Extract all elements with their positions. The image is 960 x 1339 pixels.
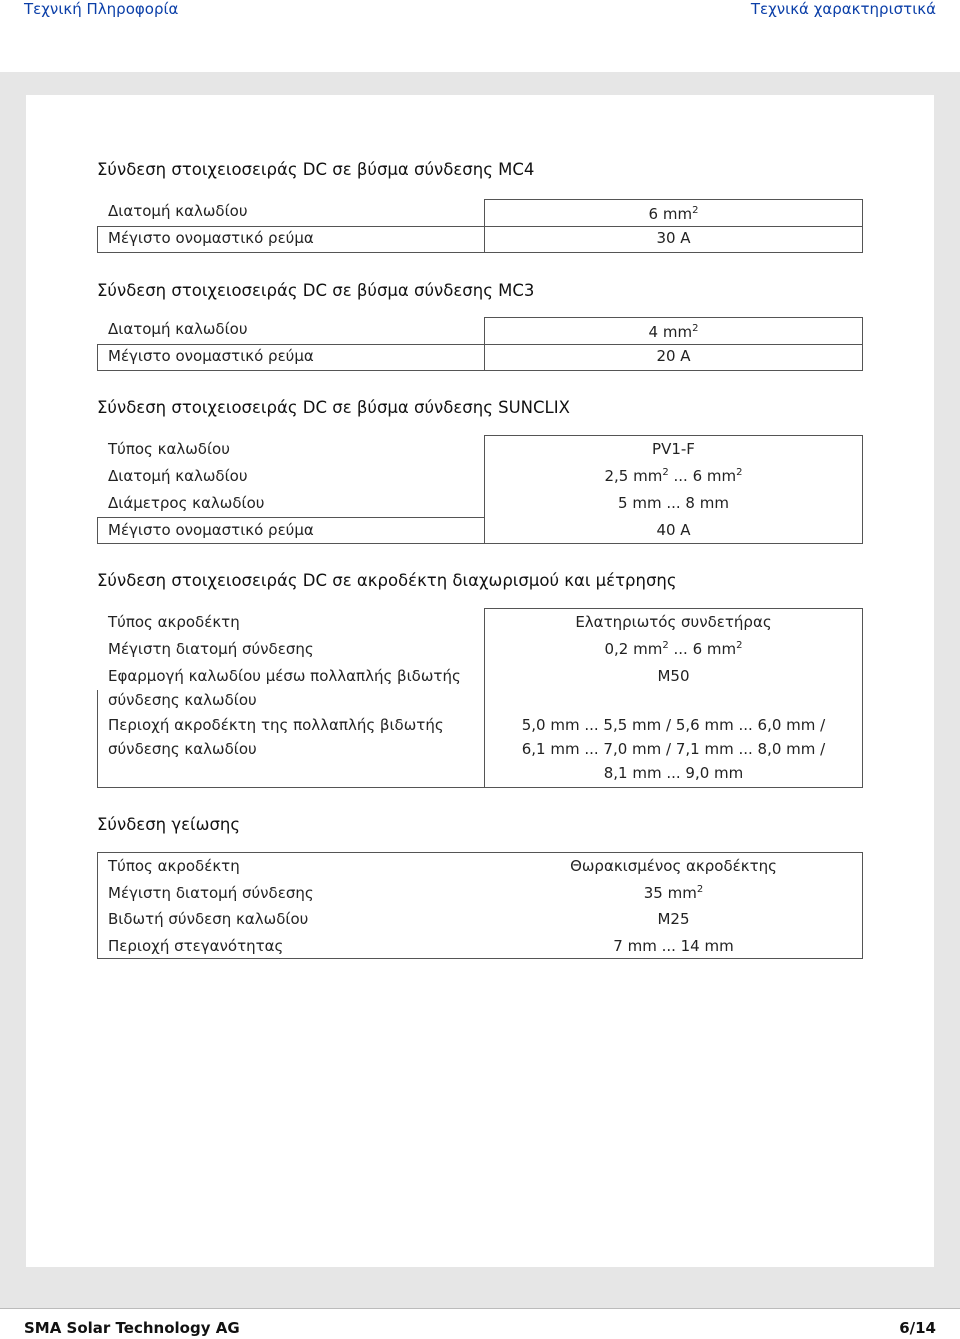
section-title-terminal: Σύνδεση στοιχειοσειράς DC σε ακροδέκτη διαχωρισμού και μέτρησης [97, 571, 677, 590]
header-right-title: Τεχνικά χαρακτηριστικά [750, 0, 936, 18]
row-label: Εφαρμογή καλωδίου μέσω πολλαπλής βιδωτής [108, 667, 461, 685]
row-value: 6 $mm^2$ [648, 205, 699, 223]
row-label: Μέγιστη διατομή σύνδεσης [108, 640, 314, 658]
row-value: PV1-F [652, 440, 695, 458]
row-label: Τύπος ακροδέκτη [108, 857, 240, 875]
row-label: Διάμετρος καλωδίου [108, 494, 265, 512]
spec-table-grounding [97, 852, 863, 959]
row-value-line-1: 5,0 mm ... 5,5 mm / 5,6 mm ... 6,0 mm / [521, 716, 826, 734]
row-label-continued: σύνδεσης καλωδίου [108, 691, 257, 709]
footer-divider [0, 1308, 960, 1309]
row-value: 20 A [656, 347, 691, 365]
row-label: Τύπος καλωδίου [108, 440, 230, 458]
footer-page-number: 6/14 [899, 1319, 936, 1337]
row-value-line-3: 8,1 mm ... 9,0 mm [603, 764, 744, 782]
row-value: 35 $mm^2$ [643, 884, 704, 902]
row-label: Μέγιστο ονομαστικό ρεύμα [108, 229, 314, 247]
spec-table-mc3 [97, 317, 863, 371]
spec-table-terminal [97, 608, 863, 788]
row-label: Μέγιστη διατομή σύνδεσης [108, 884, 314, 902]
row-value: 30 A [656, 229, 691, 247]
row-value: 0,2 $mm^2$ ... 6 $mm^2$ [604, 640, 743, 658]
row-value: M25 [657, 910, 690, 928]
row-value: Θωρακισμένος ακροδέκτης [570, 857, 777, 875]
row-value: Ελατηριωτός συνδετήρας [575, 613, 772, 631]
row-label: Μέγιστο ονομαστικό ρεύμα [108, 521, 314, 539]
row-value-line-2: 6,1 mm ... 7,0 mm / 7,1 mm ... 8,0 mm / [521, 740, 826, 758]
spec-table-sunclix [97, 435, 863, 544]
row-value: 40 A [656, 521, 691, 539]
section-title-mc4: Σύνδεση στοιχειοσειράς DC σε βύσμα σύνδεσης MC4 [97, 160, 535, 179]
section-title-mc3: Σύνδεση στοιχειοσειράς DC σε βύσμα σύνδεσης MC3 [97, 281, 535, 300]
row-label: Περιοχή στεγανότητας [108, 937, 284, 955]
section-title-grounding: Σύνδεση γείωσης [97, 815, 241, 834]
row-label: Περιοχή ακροδέκτη της πολλαπλής βιδωτής [108, 716, 444, 734]
row-value: 5 mm ... 8 mm [618, 494, 729, 512]
row-label: Διατομή καλωδίου [108, 467, 248, 485]
row-label: Βιδωτή σύνδεση καλωδίου [108, 910, 309, 928]
row-value: 2,5 $mm^2$ ... 6 $mm^2$ [604, 467, 743, 485]
row-label-continued: σύνδεσης καλωδίου [108, 740, 257, 758]
row-value: 7 mm ... 14 mm [613, 937, 734, 955]
row-label: Διατομή καλωδίου [108, 202, 248, 220]
row-value: M50 [657, 667, 690, 685]
footer-company: SMA Solar Technology AG [24, 1319, 240, 1337]
header-left-title: Τεχνική Πληροφορία [24, 0, 179, 18]
row-label: Μέγιστο ονομαστικό ρεύμα [108, 347, 314, 365]
row-label: Διατομή καλωδίου [108, 320, 248, 338]
row-value: 4 $mm^2$ [648, 323, 699, 341]
spec-table-mc4 [97, 199, 863, 253]
section-title-sunclix: Σύνδεση στοιχειοσειράς DC σε βύσμα σύνδεσης SUNCLIX [97, 398, 570, 417]
row-label: Τύπος ακροδέκτη [108, 613, 240, 631]
